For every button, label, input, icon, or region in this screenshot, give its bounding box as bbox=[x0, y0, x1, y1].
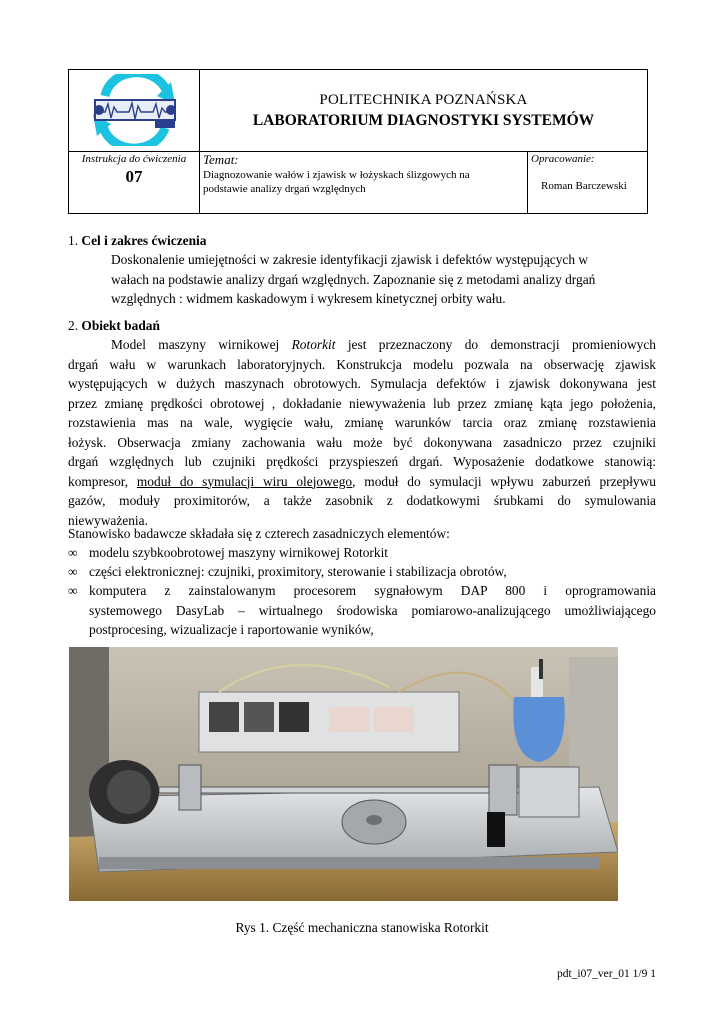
list-item-text: modelu szybkoobrotowej maszyny wirnikowej Rotorkit bbox=[89, 545, 389, 560]
text-line: rozstawienia mas na wale, wygięcie wału, zmianę warunków tarcia oraz zmianę rozstawienia bbox=[68, 415, 656, 430]
stand-intro: Stanowisko badawcze składała się z czterech zasadniczych elementów: bbox=[68, 526, 450, 541]
topic-cell bbox=[200, 152, 528, 213]
text-line: drgań względnych lub czujniki prędkości przyspieszeń drgań. Wyposażenie dodatkowe stanowią: bbox=[68, 454, 656, 469]
list-item bbox=[68, 543, 656, 563]
text-line: Doskonalenie umiejętności w zakresie identyfikacji zjawisk i defektów występujących w bbox=[111, 252, 589, 267]
lab-logo-icon bbox=[85, 74, 185, 146]
author-name: Roman Barczewski bbox=[541, 180, 627, 192]
list-item-text: części elektronicznej: czujniki, proximitory, sterowanie i stabilizacja obrotów, bbox=[89, 564, 507, 579]
section-title: Obiekt badań bbox=[81, 318, 160, 333]
text-line: przez zmianę prędkości obrotowej , dokładanie niewyważenia lub przez zmianę kąta jego położenia, bbox=[68, 395, 656, 411]
text-line: wałach na podstawie analizy drgań względnych. Zapoznanie się z metodami analizy drgań bbox=[111, 271, 596, 287]
instruction-label: Instrukcja do ćwiczenia bbox=[81, 153, 187, 165]
figure-caption: Rys 1. Część mechaniczna stanowiska Rotorkit bbox=[235, 920, 489, 935]
rotorkit-photo bbox=[69, 647, 618, 901]
lab-name: LABORATORIUM DIAGNOSTYKI SYSTEMÓW bbox=[252, 112, 595, 129]
header-title-cell bbox=[200, 70, 647, 152]
list-item-text: komputera z zainstalowanym procesorem sygnałowym DAP 800 i oprogramowania systemowego DasyLab – wirtualnego środowiska pomiarowo-analizującego umożliwiającego postprocesing, wizualizacje i raportowanie wyników, bbox=[89, 583, 656, 637]
logo-cell bbox=[69, 70, 200, 152]
section-2-body bbox=[68, 335, 656, 530]
section-1-body bbox=[111, 250, 656, 309]
text-line: niewyważenia. bbox=[68, 512, 148, 528]
oil-whirl-module-link: moduł do symulacji wiru olejowego bbox=[136, 473, 353, 489]
text-line: Model maszyny wirnikowej Rotorkit jest przeznaczony do demonstracji promieniowych bbox=[111, 337, 657, 352]
section-number: 2. bbox=[68, 318, 79, 333]
topic-text bbox=[203, 168, 503, 196]
list-item bbox=[68, 562, 656, 582]
section-2-heading bbox=[68, 318, 160, 334]
text-line: gazów, moduły proximitorów, a także zasobnik z dodatkowymi śrubkami do symulowania bbox=[68, 493, 656, 508]
header-table bbox=[68, 69, 648, 214]
section-number: 1. bbox=[68, 233, 79, 248]
text-line: kompresor, moduł do symulacji wiru olejowego, moduł do symulacji wpływu zaburzeń przepływu bbox=[68, 473, 656, 489]
text-line: względnych : widmem kaskadowym i wykresem kinetycznej orbity wału. bbox=[111, 291, 506, 306]
topic-label: Temat: bbox=[203, 152, 239, 167]
infinity-bullet-icon: ∞ bbox=[68, 583, 78, 598]
text-line: drgań wału w warunkach laboratoryjnych. Konstrukcja modelu pozwala na obserwację zjawisk bbox=[68, 356, 656, 372]
text-line: łożysk. Obserwacja zmiany zachowania wału może być dokonywana zasadniczo przez czujniki bbox=[68, 434, 656, 450]
page-footer: pdt_i07_ver_01 1/9 1 bbox=[556, 968, 656, 980]
list-item bbox=[68, 581, 656, 641]
section-1-heading bbox=[68, 233, 206, 249]
author-cell bbox=[528, 152, 647, 213]
topic-line: podstawie analizy drgań względnych bbox=[203, 183, 366, 195]
instruction-number: 07 bbox=[125, 167, 143, 186]
infinity-bullet-icon: ∞ bbox=[68, 545, 78, 560]
author-label: Opracowanie: bbox=[531, 153, 595, 165]
topic-line: Diagnozowanie wałów i zjawisk w łożyskach ślizgowych na bbox=[203, 169, 470, 181]
infinity-bullet-icon: ∞ bbox=[68, 564, 78, 579]
section-title: Cel i zakres ćwiczenia bbox=[81, 233, 207, 248]
university-name: POLITECHNIKA POZNAŃSKA bbox=[319, 92, 528, 108]
rotorkit-machine-image bbox=[69, 647, 618, 901]
text-line: występujących w dużych maszynach obrotowych. Symulacja defektów i zjawisk dokonywana jest bbox=[68, 376, 656, 391]
instruction-cell bbox=[69, 152, 200, 213]
